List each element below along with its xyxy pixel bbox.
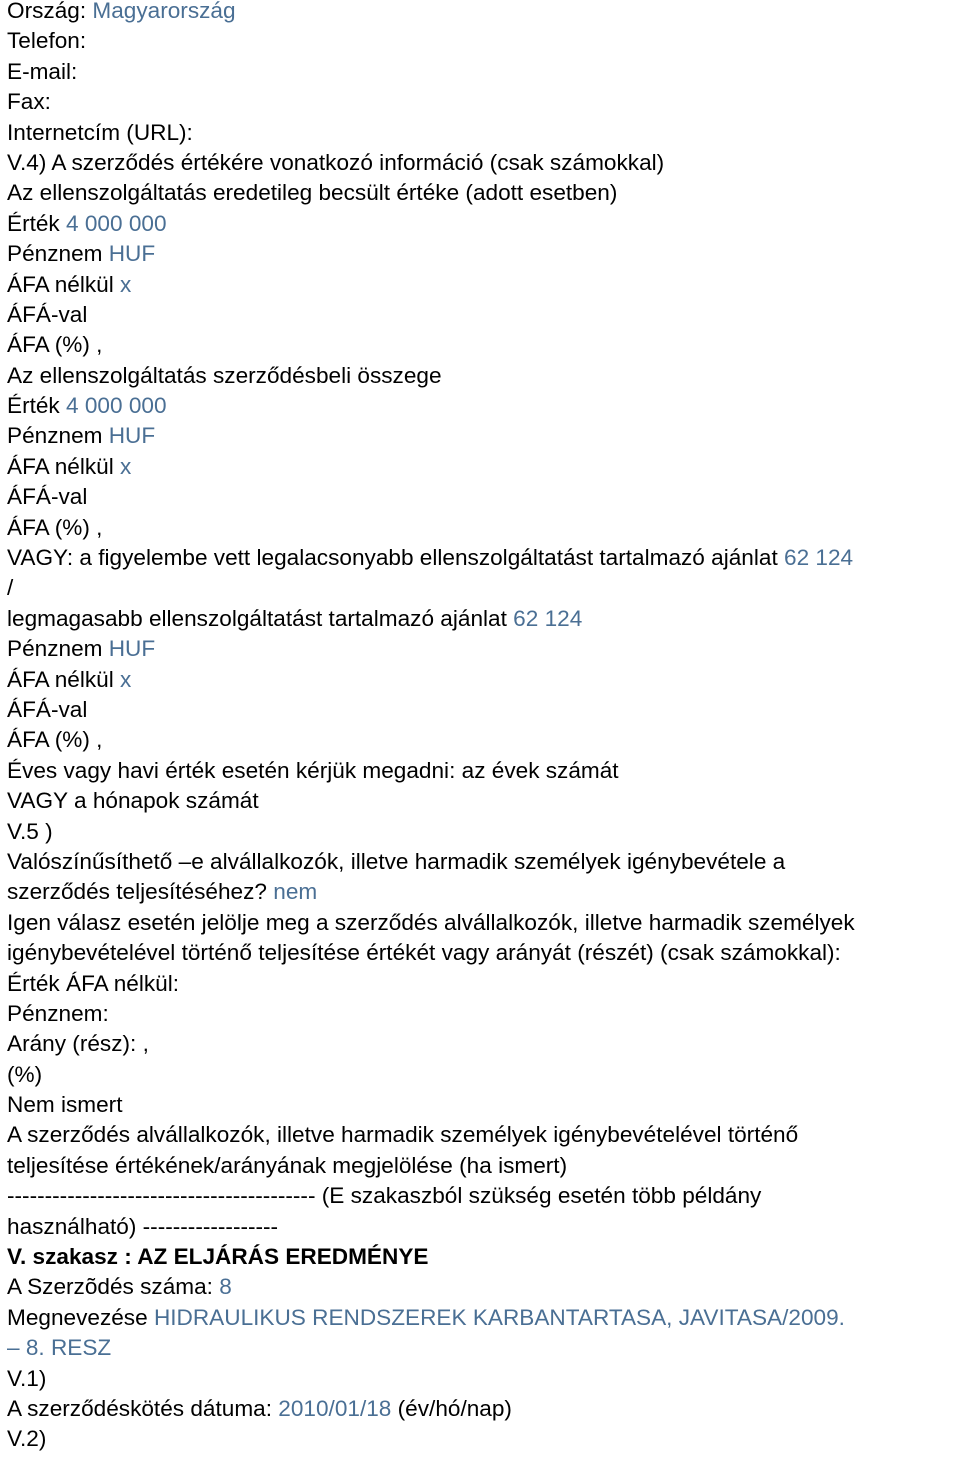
slash-line: / [7,575,14,601]
estimated-vat-line: ÁFA (%) , [7,332,103,358]
net-mark: x [120,666,132,692]
net-mark: x [120,453,132,479]
contract-date-label: A szerződéskötés dátuma: [7,1395,279,1421]
contract-number-value: 8 [219,1274,232,1300]
email-line: E-mail: [7,58,78,84]
unknown-line: Nem ismert [7,1092,123,1118]
currency-label: Pénznem [7,241,109,267]
yes-instructions-line-2: igénybevételével történő teljesítése értékét vagy arányát (részét) (csak számokkal): [7,940,841,966]
months-line: VAGY a hónapok számát [7,788,259,814]
net-label: ÁFA nélkül [7,271,121,297]
separator-line: ----------------------------------------- (E szakaszból szükség esetén több példány [7,1183,762,1209]
date-format-hint: (év/hó/nap) [391,1395,512,1421]
lowest-offer-label: VAGY: a figyelembe vett legalacsonyabb ellenszolgáltatást tartalmazó ajánlat [7,545,785,571]
yes-instructions-line: Igen válasz esetén jelölje meg a szerződés alvállalkozók, illetve harmadik személyek [7,909,855,935]
contract-date-line [7,1394,960,1424]
value-label: Érték [7,210,67,236]
subcontractor-answer-line [7,877,960,907]
ratio-line: Arány (rész): , [7,1031,149,1057]
currency-value: HUF [108,636,156,662]
phone-line: Telefon: [7,28,87,54]
contract-gross-line: ÁFÁ-val [7,484,88,510]
contract-net-line [7,452,960,482]
currency-label: Pénznem [7,636,109,662]
currency-blank-line: Pénznem: [7,1000,109,1026]
subcontract-value-heading-2: teljesítése értékének/arányának megjelölése (ha ismert) [7,1152,568,1178]
contract-name-value-cont: – 8. RESZ [7,1335,112,1361]
contract-name-label: Megnevezése [7,1304,154,1330]
estimated-value-line [7,209,960,239]
contract-currency-line [7,421,960,451]
separator-line-2: használható) ------------------ [7,1213,279,1239]
contract-date-value: 2010/01/18 [278,1395,392,1421]
contract-value-line [7,391,960,421]
section-v5-heading: V.5 ) [7,818,53,844]
contract-number-line [7,1272,960,1302]
estimated-net-line [7,270,960,300]
offer-gross-line: ÁFÁ-val [7,696,88,722]
contract-name-value: HIDRAULIKUS RENDSZEREK KARBANTARTASA, JAVITASA/2009. [153,1304,845,1330]
section-v2-heading: V.2) [7,1426,47,1452]
url-line: Internetcím (URL): [7,119,193,145]
percent-line: (%) [7,1061,43,1087]
subcontractor-question-end: szerződés teljesítéséhez? [7,879,274,905]
offer-net-line [7,665,960,695]
currency-value: HUF [108,423,156,449]
value-label: Érték [7,393,67,419]
currency-label: Pénznem [7,423,109,449]
fax-line: Fax: [7,89,51,115]
contract-name-line [7,1303,960,1333]
section-v1-heading: V.1) [7,1365,47,1391]
country-line [7,0,960,26]
contract-number-label: A Szerzõdés száma: [7,1274,220,1300]
value-amount: 4 000 000 [66,210,167,236]
subcontractor-answer: nem [273,879,318,905]
country-label: Ország: [7,0,93,23]
net-value-line: Érték ÁFA nélkül: [7,970,180,996]
yearly-monthly-line: Éves vagy havi érték esetén kérjük megadni: az évek számát [7,757,619,783]
highest-offer-label: legmagasabb ellenszolgáltatást tartalmazó ajánlat [7,605,514,631]
net-label: ÁFA nélkül [7,666,121,692]
net-label: ÁFA nélkül [7,453,121,479]
currency-value: HUF [108,241,156,267]
offer-currency-line [7,634,960,664]
section-v4-heading: V.4) A szerződés értékére vonatkozó információ (csak számokkal) [7,149,665,175]
estimated-currency-line [7,239,960,269]
lowest-offer-value: 62 124 [784,545,854,571]
contract-name-line-2 [7,1333,960,1363]
lowest-offer-line [7,543,960,573]
highest-offer-value: 62 124 [513,605,583,631]
net-mark: x [120,271,132,297]
highest-offer-line [7,604,960,634]
estimated-gross-line: ÁFÁ-val [7,301,88,327]
subcontract-value-heading: A szerződés alvállalkozók, illetve harmadik személyek igénybevételével történő [7,1122,799,1148]
contract-vat-line: ÁFA (%) , [7,514,103,540]
estimated-value-heading: Az ellenszolgáltatás eredetileg becsült értéke (adott esetben) [7,180,618,206]
subcontractor-question-line: Valószínűsíthető –e alvállalkozók, illetve harmadik személyek igénybevétele a [7,848,786,874]
section-v-title: V. szakasz : AZ ELJÁRÁS EREDMÉNYE [7,1244,429,1270]
offer-vat-line: ÁFA (%) , [7,727,103,753]
contract-value-heading: Az ellenszolgáltatás szerződésbeli összege [7,362,442,388]
country-value: Magyarország [92,0,236,23]
value-amount: 4 000 000 [66,393,167,419]
